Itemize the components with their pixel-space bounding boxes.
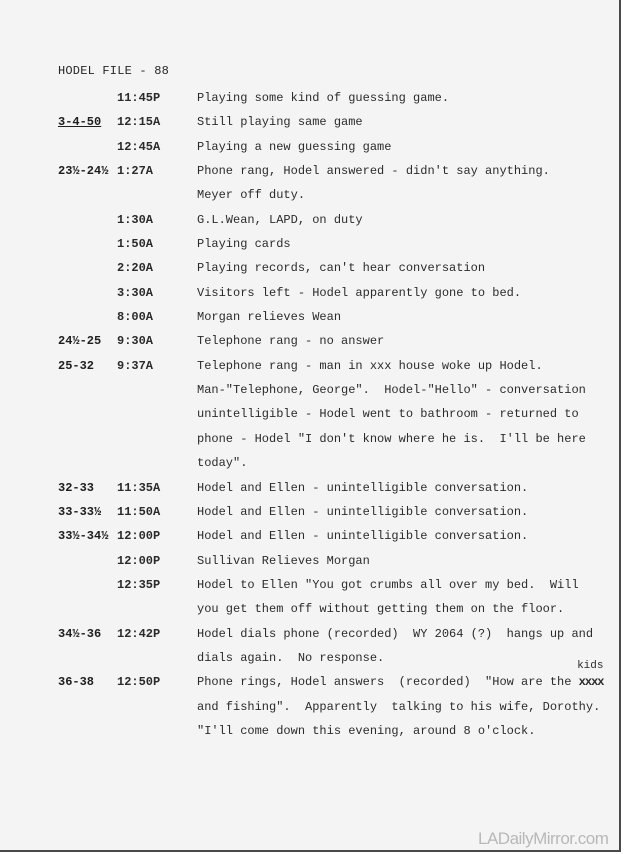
log-entry [58,573,603,597]
entry-text [197,476,528,500]
entry-text-content: Playing records, can't hear conversation [197,261,486,276]
entry-time: 8:00A [117,310,154,325]
entry-time: 1:50A [117,237,154,252]
tape-reference [58,573,117,597]
log-entry [58,719,603,743]
entry-text-content: Still playing same game [197,115,363,130]
log-entry [58,622,603,646]
tape-reference: 36-38 [58,675,95,690]
log-entry [58,86,603,110]
entry-time: 3:30A [117,285,154,300]
entry-text-content: Man-"Telephone, George". Hodel-"Hello" - conversation [197,383,586,398]
entry-text [197,660,604,694]
entry-text-content: Phone rings, Hodel answers (recorded) "How are the [197,675,579,690]
tape-reference [58,402,117,426]
entry-time: 11:35A [117,480,161,495]
tape-reference [58,208,117,232]
entry-time: 11:50A [117,504,161,519]
log-entry [58,183,603,207]
entry-text [197,86,449,110]
entry-text [197,402,579,426]
tape-reference [58,232,117,256]
entry-time: 9:37A [117,358,154,373]
entry-text [197,695,600,719]
tape-reference [58,646,117,670]
entry-time: 2:20A [117,261,154,276]
tape-reference: 33-33½ [58,504,102,519]
entry-text-content: Telephone rang - no answer [197,334,385,349]
log-entry [58,378,603,402]
entry-text-content: "I'll come down this evening, around 8 o'clock. [197,723,536,738]
tape-reference [58,427,117,451]
log-entry [58,427,603,451]
entry-text-content: phone - Hodel "I don't know where he is. I'll be here [197,431,586,446]
entry-time: 12:45A [117,139,161,154]
entry-time [117,597,197,621]
entry-text [197,329,384,353]
entry-time [117,646,197,670]
tape-reference: 24½-25 [58,334,102,349]
tape-reference: 3-4-50 [58,115,102,130]
entry-text-content: today". [197,456,248,471]
entry-time [117,427,197,451]
tape-reference [58,256,117,280]
log-entry [58,232,603,256]
entry-text [197,719,535,743]
entry-text [197,378,586,402]
watermark: LADailyMirror.com [478,829,609,848]
entry-text [197,256,485,280]
log-entry [58,110,603,134]
entry-text-content: Morgan relieves Wean [197,310,342,325]
entry-text-content: Phone rang, Hodel answered - didn't say anything. [197,164,550,179]
tape-reference [58,451,117,475]
tape-reference [58,597,117,621]
entry-time [117,719,197,743]
entry-text-content: Meyer off duty. [197,188,306,203]
log-entry [58,354,603,378]
entry-time [117,695,197,719]
entry-time: 1:30A [117,212,154,227]
entry-text-content: G.L.Wean, LAPD, on duty [197,212,363,227]
entry-text [197,183,305,207]
tape-reference: 33½-34½ [58,529,109,544]
entry-time [117,378,197,402]
entry-text-content: Hodel and Ellen - unintelligible conversation. [197,504,529,519]
log-entry [58,329,603,353]
log-entry [58,500,603,524]
entry-time: 12:15A [117,115,161,130]
log-entry [58,208,603,232]
tape-reference [58,183,117,207]
handwritten-correction: kids [577,660,604,673]
entry-text-content: unintelligible - Hodel went to bathroom - returned to [197,407,579,422]
entry-text-content: Sullivan Relieves Morgan [197,553,370,568]
log-entry [58,476,603,500]
file-header: HODEL FILE - 88 [58,64,170,78]
entry-text-content: Playing a new guessing game [197,139,392,154]
tape-reference: 25-32 [58,358,95,373]
entry-text [197,597,564,621]
entry-text [197,573,579,597]
log-entry [58,281,603,305]
log-entry [58,256,603,280]
entry-text [197,135,391,159]
entry-text [197,110,363,134]
tape-reference [58,305,117,329]
tape-reference: 32-33 [58,480,95,495]
entry-time [117,451,197,475]
struck-out-text: xxxx [578,675,604,690]
entry-time: 12:50P [117,675,161,690]
entry-time: 11:45P [117,91,161,105]
entry-text [197,500,528,524]
log-entries [58,86,603,743]
log-entry [58,159,603,183]
entry-text [197,208,363,232]
tape-reference [58,378,117,402]
entry-time: 12:00P [117,553,161,568]
entry-text [197,622,593,646]
entry-text-content: Hodel to Ellen "You got crumbs all over my bed. Will [197,577,579,592]
log-entry [58,660,604,694]
tape-reference [58,549,117,573]
entry-text-content: Telephone rang - man in xxx house woke up Hodel. [197,358,543,373]
log-entry [58,597,603,621]
entry-text-content: Playing cards [197,237,291,252]
tape-reference [58,695,117,719]
entry-text-content: Playing some kind of guessing game. [197,91,450,105]
entry-text-content: Hodel and Ellen - unintelligible conversation. [197,529,529,544]
entry-text [197,427,586,451]
log-entry [58,451,603,475]
entry-text [197,549,370,573]
entry-text [197,232,291,256]
tape-reference [58,281,117,305]
typed-log [58,62,603,743]
entry-text-content: and fishing". Apparently talking to his wife, Dorothy. [197,699,601,714]
entry-text-content: dials again. No response. [197,650,385,665]
log-entry [58,135,603,159]
entry-time: 1:27A [117,164,154,179]
tape-reference [58,719,117,743]
log-entry [58,524,603,548]
entry-text [197,159,550,183]
entry-text-content: Hodel dials phone (recorded) WY 2064 (?) hangs up and [197,626,594,641]
log-entry [58,305,603,329]
tape-reference: 23½-24½ [58,164,109,179]
entry-text [197,281,521,305]
entry-text [197,354,543,378]
tape-reference [58,135,117,159]
log-entry [58,695,603,719]
log-entry [58,402,603,426]
log-entry [58,549,603,573]
entry-text [197,305,341,329]
entry-time: 12:42P [117,626,161,641]
log-entry [58,646,604,673]
entry-time: 9:30A [117,334,154,349]
entry-text-content: Visitors left - Hodel apparently gone to bed. [197,285,522,300]
entry-text [197,524,528,548]
entry-time: 12:00P [117,529,161,544]
entry-time [117,183,197,207]
entry-time [117,402,197,426]
tape-reference: 34½-36 [58,626,102,641]
entry-time: 12:35P [117,577,161,592]
entry-text [197,451,247,475]
entry-text-content: Hodel and Ellen - unintelligible conversation. [197,480,529,495]
tape-reference [58,86,117,110]
entry-text-content: you get them off without getting them on the floor. [197,602,565,617]
entry-text [197,646,384,670]
